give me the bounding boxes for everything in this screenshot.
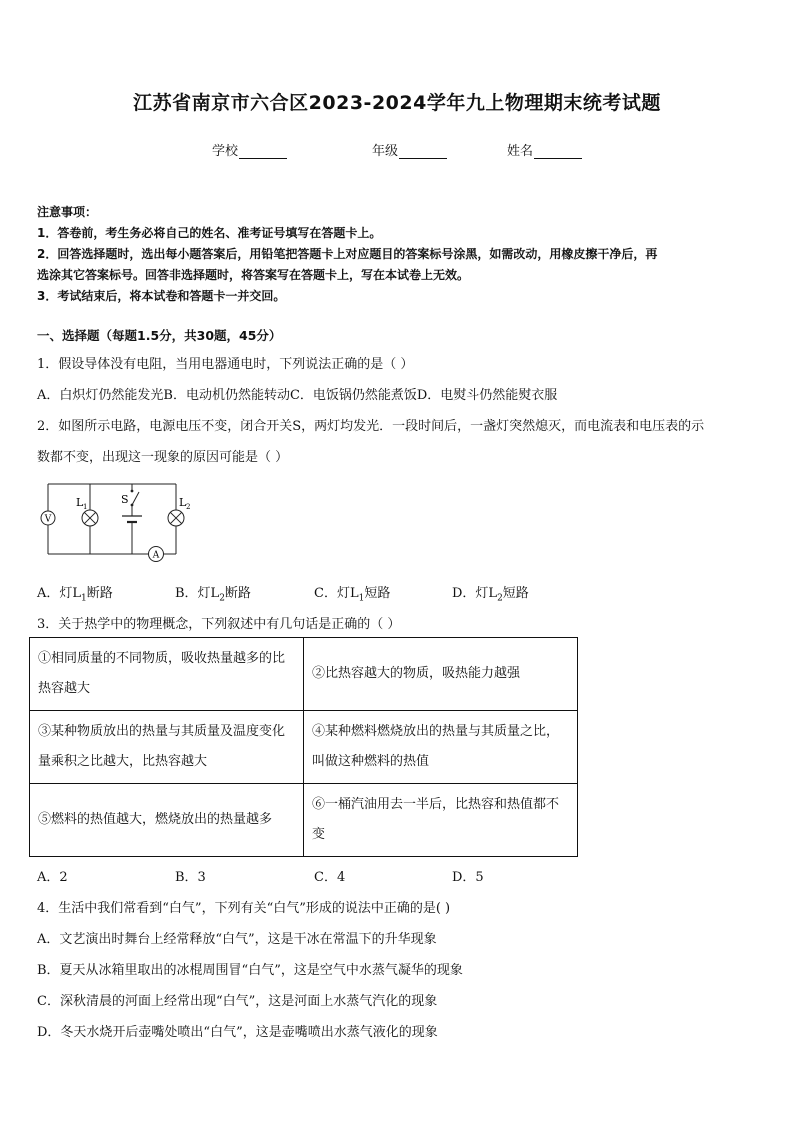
statement-cell: ③某种物质放出的热量与其质量及温度变化量乘积之比越大，比热容越大	[30, 711, 304, 784]
q2-option-d[interactable]: D．灯$L_2$短路	[452, 586, 529, 604]
lamp-l1-icon	[82, 510, 98, 526]
q4-stem: 4．生活中我们常看到“白气”，下列有关“白气”形成的说法中正确的是( )	[37, 901, 451, 916]
switch-label: S	[121, 493, 129, 506]
school-blank	[239, 144, 287, 159]
statement-cell: ①相同质量的不同物质，吸收热量越多的比热容越大	[30, 638, 304, 711]
notes-item: 2．回答选择题时，选出每小题答案后，用铅笔把答题卡上对应题目的答案标号涂黑，如需改动，用橡皮擦干净后，再	[37, 247, 658, 261]
q2-option-a[interactable]: A．灯$L_1$断路	[37, 586, 113, 604]
q1-options: A．白炽灯仍然能发光B．电动机仍然能转动C．电饭锅仍然能煮饭D．电熨斗仍然能熨衣服	[37, 388, 558, 403]
q4-option-d[interactable]: D．冬天水烧开后壶嘴处喷出“白气”，这是壶嘴喷出水蒸气液化的现象	[37, 1025, 438, 1040]
circuit-diagram	[36, 478, 206, 564]
q2-stem-line1: 2．如图所示电路，电源电压不变，闭合开关S，两灯均发光．一段时间后，一盏灯突然熄灭，而电流表和电压表的示	[37, 419, 705, 434]
switch-icon	[131, 490, 139, 507]
grade-blank	[399, 144, 447, 159]
q3-option-d[interactable]: D．5	[452, 870, 484, 885]
q3-stem: 3．关于热学中的物理概念，下列叙述中有几句话是正确的（ ）	[37, 617, 401, 632]
q3-option-a[interactable]: A．2	[37, 870, 68, 885]
battery-icon	[122, 516, 142, 530]
statement-cell: ⑥一桶汽油用去一半后，比热容和热值都不变	[304, 784, 578, 857]
lamp-l2-icon	[168, 510, 184, 526]
grade-label: 年级	[372, 144, 399, 159]
notes-item: 3．考试结束后，将本试卷和答题卡一并交回。	[37, 289, 286, 303]
q4-option-a[interactable]: A．文艺演出时舞台上经常释放“白气”，这是干冰在常温下的升华现象	[37, 932, 437, 947]
q3-option-b[interactable]: B．3	[175, 870, 206, 885]
notes-heading: 注意事项：	[37, 205, 98, 219]
q3-option-c[interactable]: C．4	[314, 870, 346, 885]
exam-title: 江苏省南京市六合区2023-2024学年九上物理期末统考试题	[133, 92, 661, 114]
lamp-l2-label: L	[179, 496, 187, 509]
q2-option-c[interactable]: C．灯$L_1$短路	[314, 586, 391, 604]
ammeter-label: A	[152, 550, 160, 561]
lamp-l1-subscript: 1	[83, 503, 88, 511]
lamp-l1-label: L	[76, 496, 84, 509]
grade-field	[372, 140, 447, 159]
name-blank	[534, 144, 582, 159]
table-row	[30, 711, 578, 784]
statement-cell: ②比热容越大的物质，吸热能力越强	[304, 638, 578, 711]
name-label: 姓名	[507, 144, 534, 159]
notes-item: 1．答卷前，考生务必将自己的姓名、准考证号填写在答题卡上。	[37, 226, 382, 240]
q3-statements-table	[29, 637, 578, 857]
statement-cell: ④某种燃料燃烧放出的热量与其质量之比，叫做这种燃料的热值	[304, 711, 578, 784]
q4-option-b[interactable]: B．夏天从冰箱里取出的冰棍周围冒“白气”，这是空气中水蒸气凝华的现象	[37, 963, 463, 978]
lamp-l2-subscript: 2	[186, 503, 191, 511]
name-field	[507, 140, 582, 159]
table-row	[30, 638, 578, 711]
school-label: 学校	[212, 144, 239, 159]
school-field	[212, 140, 287, 159]
q2-option-b[interactable]: B．灯$L_2$断路	[175, 586, 251, 604]
voltmeter-label: V	[44, 514, 52, 525]
notes-block	[37, 202, 757, 307]
statement-cell: ⑤燃料的热值越大，燃烧放出的热量越多	[30, 784, 304, 857]
q1-stem: 1．假设导体没有电阻，当用电器通电时，下列说法正确的是（ ）	[37, 357, 414, 372]
table-row	[30, 784, 578, 857]
q2-stem-line2: 数都不变，出现这一现象的原因可能是（ ）	[37, 450, 289, 465]
section-title: 一、选择题（每题1.5分，共30题，45分）	[37, 328, 282, 343]
q4-option-c[interactable]: C．深秋清晨的河面上经常出现“白气”，这是河面上水蒸气汽化的现象	[37, 994, 438, 1009]
notes-item: 选涂其它答案标号。回答非选择题时，将答案写在答题卡上，写在本试卷上无效。	[37, 268, 470, 282]
